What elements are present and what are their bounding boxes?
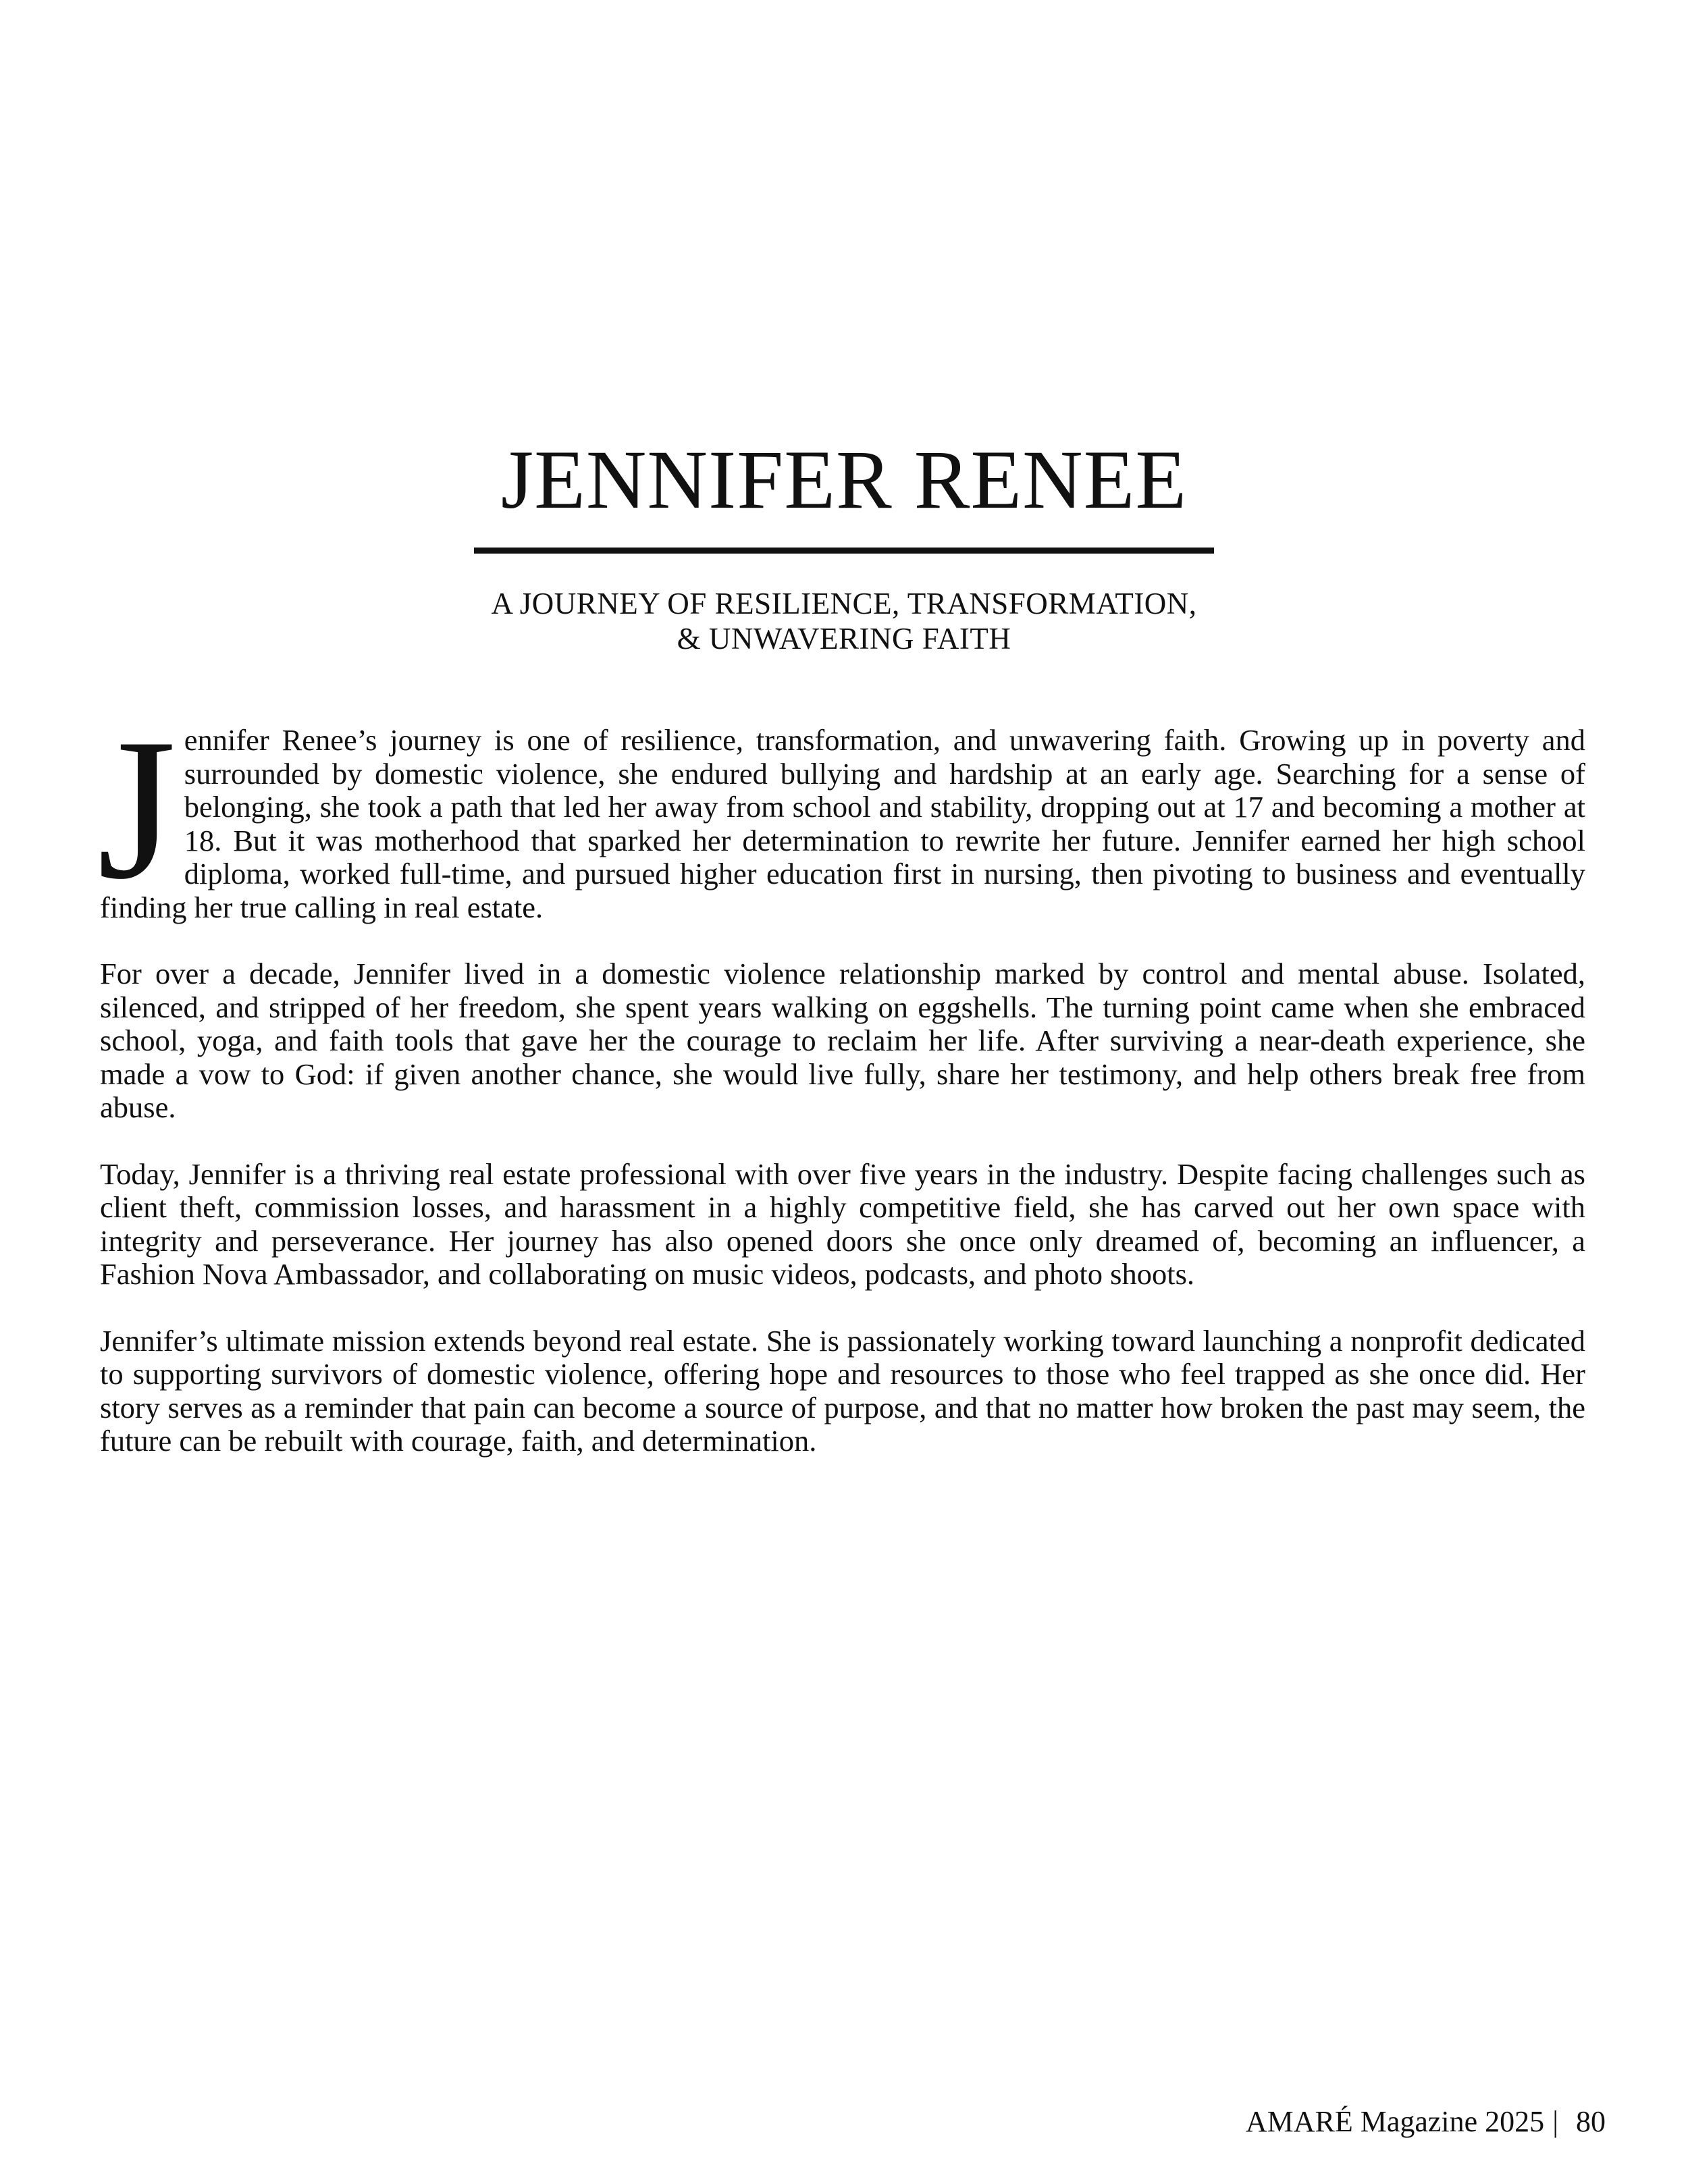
publication-name: AMARÉ Magazine 2025	[1245, 2105, 1545, 2138]
body-paragraph-3: Today, Jennifer is a thriving real estate professional with over five years in the industry. Despite facing challenges such as client theft, commission losses, and harassment in a highly competitive field, she has carved out her own space with integrity and perseverance. Her journey has also opened doors she once only dreamed of, becoming an influencer, a Fashion Nova Ambassador, and collaborating on music videos, podcasts, and photo shoots.	[100, 1156, 1585, 1291]
title-underline-rule	[474, 548, 1214, 554]
body-paragraph-2: For over a decade, Jennifer lived in a domestic violence relationship marked by control and mental abuse. Isolated, silenced, and stripped of her freedom, she spent years walking on eggshells. The turning point came when she embraced school, yoga, and faith tools that gave her the courage to reclaim her life. After surviving a near-death experience, she made a vow to God: if given another chance, she would live fully, share her testimony, and help others break free from abuse.	[100, 957, 1585, 1124]
footer-separator: |	[1552, 2105, 1558, 2138]
drop-cap-letter: J	[97, 697, 176, 921]
page-footer	[1080, 2102, 1606, 2142]
subtitle-line-2: & UNWAVERING FAITH	[677, 622, 1011, 656]
article-body	[97, 697, 1585, 1491]
paragraph-1-text: ennifer Renee’s journey is one of resilience, transformation, and unwavering faith. Growing up in poverty and surrounded by domestic violence, she endured bullying and hardship at an early age. Searching for a sense of belonging, she took a path that led her away from school and stability, dropping out at 17 and becoming a mother at 18. But it was motherhood that sparked her determination to rewrite her future. Jennifer earned her high school diploma, worked full-time, and pursued higher education first in nursing, then pivoting to business and eventually finding her true calling in real estate.	[100, 723, 1585, 924]
page-number: 80	[1576, 2105, 1606, 2138]
body-paragraph-1	[97, 697, 1585, 924]
body-paragraph-4: Jennifer’s ultimate mission extends beyond real estate. She is passionately working toward launching a nonprofit dedicated to supporting survivors of domestic violence, offering hope and resources to those who feel trapped as she once did. Her story serves as a reminder that pain can become a source of purpose, and that no matter how broken the past may seem, the future can be rebuilt with courage, faith, and determination.	[100, 1323, 1585, 1458]
article-title: JENNIFER RENEE	[500, 433, 1188, 526]
article-subtitle	[0, 586, 1688, 656]
subtitle-line-1: A JOURNEY OF RESILIENCE, TRANSFORMATION,	[491, 587, 1197, 620]
